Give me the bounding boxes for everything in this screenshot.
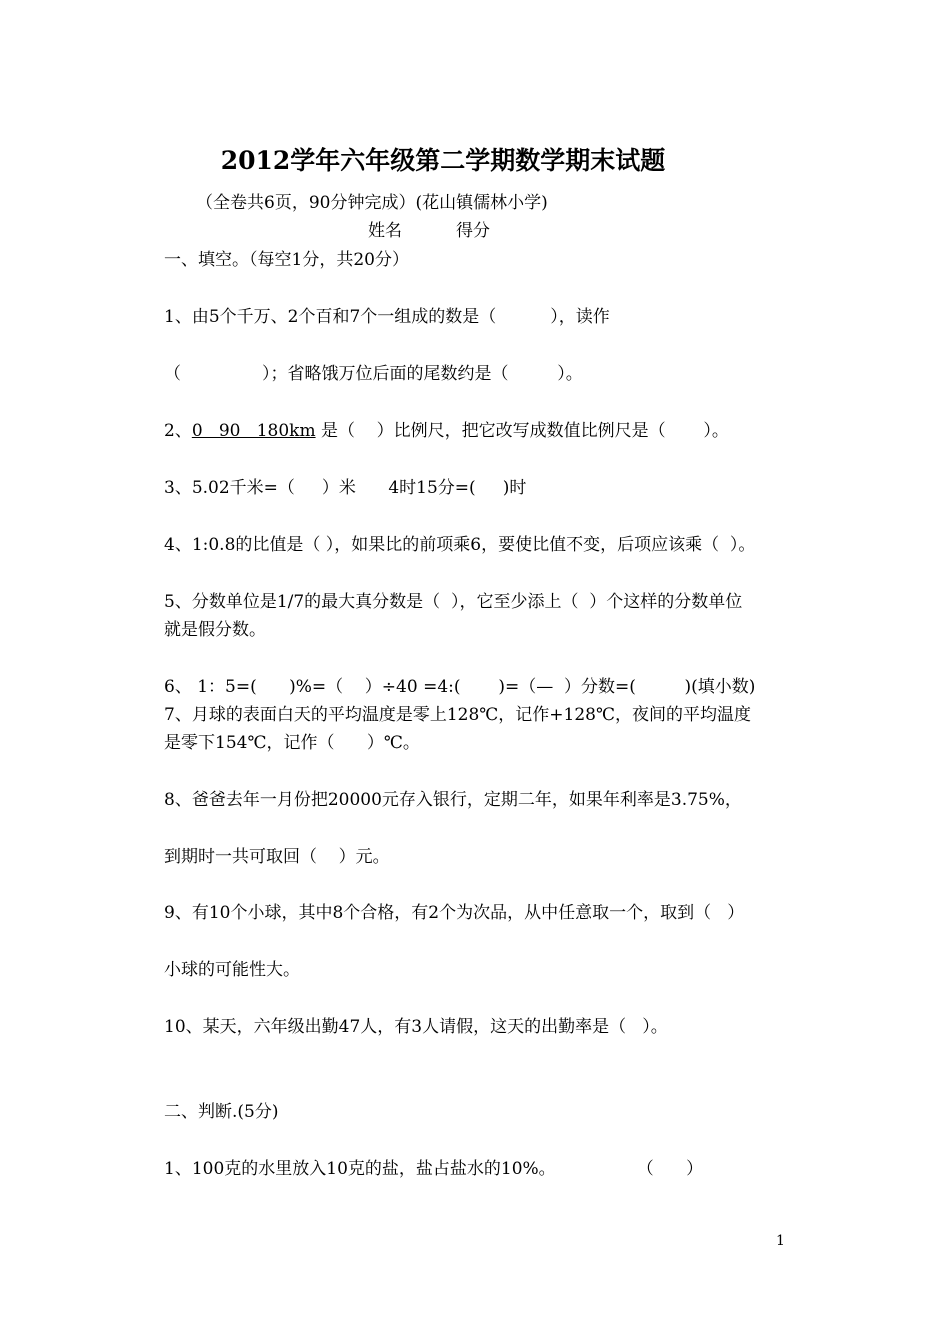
exam-title: 2012学年六年级第二学期数学期末试题	[220, 146, 666, 175]
question-7-line-1: 7、月球的表面白天的平均温度是零上128℃，记作+128℃，夜间的平均温度	[164, 705, 751, 725]
score-label: 得分	[456, 221, 490, 241]
question-9-line-2: 小球的可能性大。	[164, 960, 300, 980]
question-6: 6、 1：5=( )%=（ ）÷40 =4:( )=（— ）分数=( )(填小数)	[164, 677, 756, 697]
name-label: 姓名	[368, 221, 402, 241]
question-10: 10、某天，六年级出勤47人，有3人请假，这天的出勤率是（ ）。	[164, 1017, 668, 1037]
question-1-line-1: 1、由5个千万、2个百和7个一组成的数是（ ），读作	[164, 307, 610, 327]
question-4: 4、1:0.8的比值是（ ），如果比的前项乘6，要使比值不变，后项应该乘（ ）。	[164, 535, 756, 555]
question-2	[164, 420, 729, 442]
question-2-rest: 是（ ）比例尺，把它改写成数值比例尺是（ ）。	[315, 421, 729, 441]
scale-bar-label: 0 90 180km	[191, 421, 316, 441]
question-3: 3、5.02千米=（ ）米 4时15分=( )时	[164, 478, 527, 498]
question-7-line-2: 是零下154℃，记作（ ）℃。	[164, 733, 420, 753]
exam-subtitle: （全卷共6页，90分钟完成）(花山镇儒林小学)	[196, 193, 548, 213]
question-9-line-1: 9、有10个小球，其中8个合格，有2个为次品，从中任意取一个，取到（ ）	[164, 903, 745, 923]
question-2-prefix: 2、	[164, 421, 192, 441]
question-1-line-2: （ ）；省略饿万位后面的尾数约是（ ）。	[164, 364, 583, 384]
section1-heading: 一、填空。（每空1分，共20分）	[164, 250, 409, 270]
question-5-line-2: 就是假分数。	[164, 620, 266, 640]
question-8-line-2: 到期时一共可取回（ ）元。	[164, 847, 390, 867]
page-number: 1	[776, 1233, 785, 1249]
section2-heading: 二、判断.(5分)	[164, 1102, 279, 1122]
question-5-line-1: 5、分数单位是1/7的最大真分数是（ ），它至少添上（ ）个这样的分数单位	[164, 592, 743, 612]
question-8-line-1: 8、爸爸去年一月份把20000元存入银行，定期二年，如果年利率是3.75%，	[164, 790, 742, 810]
judgement-question-1: 1、100克的水里放入10克的盐，盐占盐水的10%。 （ ）	[164, 1159, 704, 1179]
